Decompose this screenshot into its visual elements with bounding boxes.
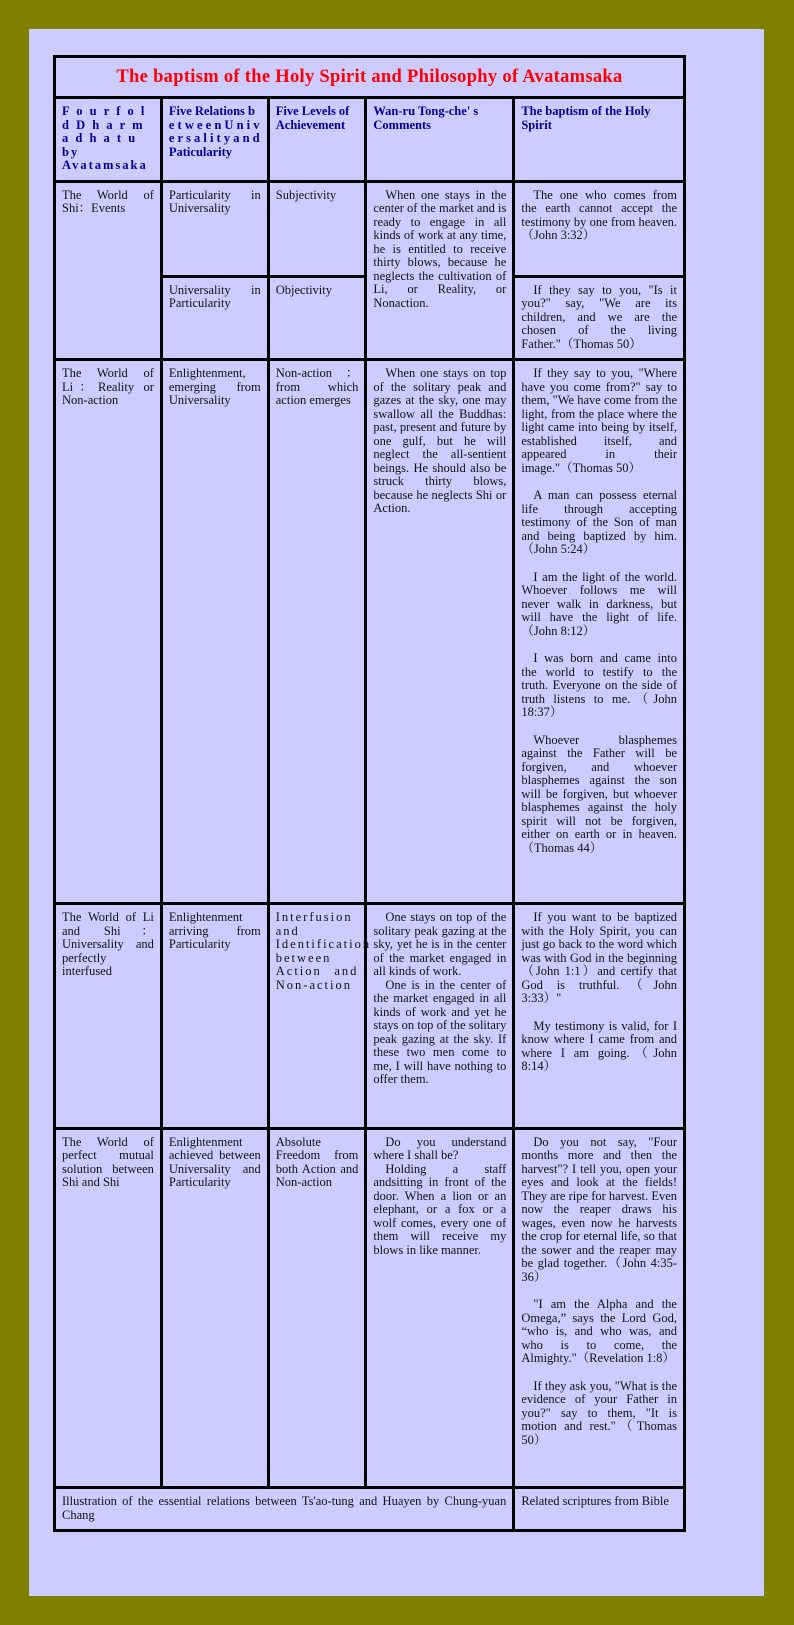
level-cell: Non-action： from which action emerges <box>268 360 366 904</box>
comment-cell <box>366 360 514 904</box>
baptism-cell <box>514 360 685 904</box>
header-fourfold: F o u r f o l d D h a r m a d h a t u by Avatamsaka <box>55 98 162 181</box>
scripture-paragraph: Whoever blasphemes against the Father will be forgiven, and whoever blasphemes against the son will be forgiven, but whoever blasphemes against the holy spirit will not be forgiven, either on earth or in heaven.（Thomas 44） <box>521 732 677 855</box>
relation-cell: Enlightenment achieved between Universality and Particularity <box>161 1128 268 1488</box>
comment-paragraph: Do you understand where I shall be? <box>373 1134 507 1163</box>
level-cell: Absolute Freedom from both Action and Non-action <box>268 1128 366 1488</box>
world-cell: The World of perfect mutual solution between Shi and Shi <box>55 1128 162 1488</box>
relation-cell: Particularity in Universality <box>161 181 268 276</box>
relation-cell: Enlightenment arriving from Particularity <box>161 904 268 1128</box>
header-relations: Five Relations b e t w e e n U n i v e r s a l i t y a n d Paticularity <box>161 98 268 181</box>
header-comments: Wan-ru Tong-che' s Comments <box>366 98 514 181</box>
scripture-paragraph: The one who comes from the earth cannot accept the testimony by one from heaven.（John 3:32） <box>521 187 677 243</box>
footer-scripture-note: Related scriptures from Bible <box>514 1488 685 1531</box>
world-cell: The World of Li and Shi：Universality and perfectly interfused <box>55 904 162 1128</box>
comment-paragraph: One is in the center of the market engaged in all kinds of work and yet he stays on top of the solitary peak gazing at the sky. If these two men come to me, I will have nothing to offer them. <box>373 977 507 1087</box>
baptism-cell <box>514 1128 685 1488</box>
table-row <box>55 904 685 1128</box>
level-cell: Objectivity <box>268 276 366 359</box>
header-levels: Five Levels of Achievement <box>268 98 366 181</box>
table-title: The baptism of the Holy Spirit and Philosophy of Avatamsaka <box>55 57 685 98</box>
scripture-paragraph: My testimony is valid, for I know where I came from and where I am going.（John 8:14） <box>521 1018 677 1074</box>
world-cell: The World of Li：Reality or Non-action <box>55 360 162 904</box>
level-cell: Subjectivity <box>268 181 366 276</box>
relation-cell: Enlightenment, emerging from Universality <box>161 360 268 904</box>
scripture-paragraph: "I am the Alpha and the Omega,” says the Lord God, “who is, and who was, and who is to come, the Almighty."（Revelation 1:8） <box>521 1297 677 1366</box>
header-baptism: The baptism of the Holy Spirit <box>514 98 685 181</box>
comment-paragraph: When one stays in the center of the market and is ready to engage in all kinds of work at any time, he is entitled to receive thirty blows, because he neglects the cultivation of Li, or Reality, or Nonaction. <box>373 187 507 310</box>
scripture-paragraph: Do you not say, "Four months more and then the harvest"? I tell you, open your eyes and look at the fields! They are ripe for harvest. Even now the reaper draws his wages, even now he harvests the crop for eternal life, so that the sower and the reaper may be glad together.（John 4:35-36） <box>521 1134 677 1284</box>
world-cell: The World of Shi：Events <box>55 181 162 359</box>
scripture-paragraph: If they say to you, "Is it you?" say, "We are its children, and we are the chosen of the living Father."（Thomas 50） <box>521 282 677 351</box>
comment-cell <box>366 1128 514 1488</box>
table-footer <box>55 1488 685 1531</box>
footer-caption: Illustration of the essential relations between Ts'ao-tung and Huayen by Chung-yuan Chang <box>55 1488 514 1531</box>
table-row <box>55 181 685 276</box>
comment-paragraph: Holding a staff andsitting in front of the door. When a lion or an elephant, or a fox or a wolf comes, every one of them will receive my blows in like manner. <box>373 1161 507 1257</box>
scripture-paragraph: If they ask you, "What is the evidence of your Father in you?" say to them, "It is motion and rest."（Thomas 50） <box>521 1378 677 1447</box>
comment-cell <box>366 181 514 359</box>
table-row <box>55 360 685 904</box>
scripture-paragraph: I was born and came into the world to testify to the truth. Everyone on the side of truth listens to me.（John 18:37） <box>521 651 677 720</box>
baptism-cell <box>514 276 685 359</box>
relation-cell: Universality in Particularity <box>161 276 268 359</box>
baptism-cell <box>514 181 685 276</box>
comparison-table <box>53 55 686 1532</box>
scripture-paragraph: If they say to you, "Where have you come from?" say to them, "We have come from the light, from the place where the light came into being by itself, established itself, and appeared in their image."（Thomas 50） <box>521 366 677 475</box>
baptism-cell <box>514 904 685 1128</box>
scripture-paragraph: If you want to be baptized with the Holy Spirit, you can just go back to the word which was with God in the beginning（John 1:1）and certify that God is truthful.（John 3:33）" <box>521 910 677 1006</box>
comment-paragraph: One stays on top of the solitary peak gazing at the sky, yet he is in the center of the market engaged in all kinds of work. <box>373 910 507 979</box>
scripture-paragraph: A man can possess eternal life through accepting testimony of the Son of man and being baptized by him.（John 5:24） <box>521 488 677 557</box>
comment-cell <box>366 904 514 1128</box>
scripture-paragraph: I am the light of the world. Whoever follows me will never walk in darkness, but will have the light of life.（John 8:12） <box>521 569 677 638</box>
table-row <box>55 1128 685 1488</box>
level-cell: Interfusion and Identification between Action and Non-action <box>268 904 366 1128</box>
comment-paragraph: When one stays on top of the solitary peak and gazes at the sky, one may swallow all the Buddhas: past, present and future by one gulf, but he will neglect the all-sentient beings. He should also be struck thirty blows, because he neglects Shi or Action. <box>373 366 507 516</box>
